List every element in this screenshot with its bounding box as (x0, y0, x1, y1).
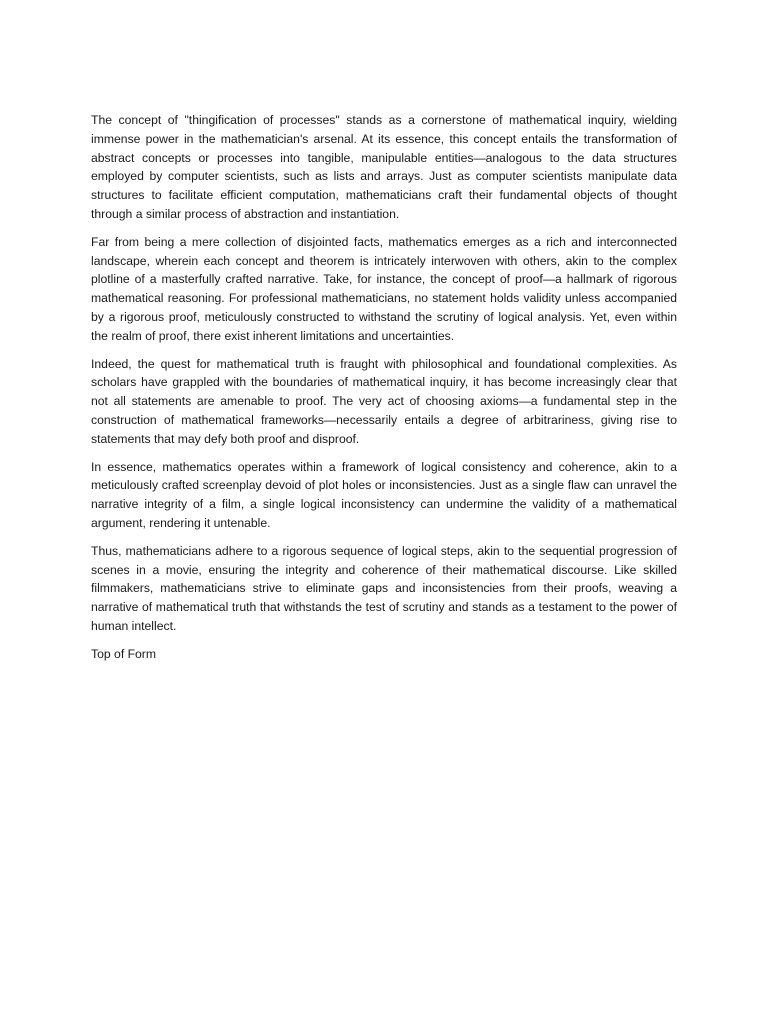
paragraph-3: Indeed, the quest for mathematical truth is fraught with philosophical and foundational complexities. As scholars have grappled with the boundaries of mathematical inquiry, it has become increasingly clear that not all statements are amenable to proof. The very act of choosing axioms—a fundamental step in the construction of mathematical frameworks—necessarily entails a degree of arbitrariness, giving rise to statements that may defy both proof and disproof. (91, 356, 677, 446)
paragraph-1: The concept of "thingification of processes" stands as a cornerstone of mathematical inquiry, wielding immense power in the mathematician's arsenal. At its essence, this concept entails the transformation of abstract concepts or processes into tangible, manipulable entities—analogous to the data structures employed by computer scientists, such as lists and arrays. Just as computer scientists manipulate data structures to facilitate efficient computation, mathematicians craft their fundamental objects of thought through a similar process of abstraction and instantiation. (91, 113, 677, 221)
top-of-form-text: Top of Form (91, 646, 157, 661)
paragraph-5: Thus, mathematicians adhere to a rigorous sequence of logical steps, akin to the sequential progression of scenes in a movie, ensuring the integrity and coherence of their mathematical discourse. Like skilled filmmakers, mathematicians strive to eliminate gaps and inconsistencies from their proofs, weaving a narrative of mathematical truth that withstands the test of scrutiny and stands as a testament to the power of human intellect. (91, 543, 677, 633)
paragraph-2: Far from being a mere collection of disjointed facts, mathematics emerges as a rich and interconnected landscape, wherein each concept and theorem is intricately interwoven with others, akin to the complex plotline of a masterfully crafted narrative. Take, for instance, the concept of proof—a hallmark of rigorous mathematical reasoning. For professional mathematicians, no statement holds validity unless accompanied by a rigorous proof, meticulously constructed to withstand the scrutiny of logical analysis. Yet, even within the realm of proof, there exist inherent limitations and uncertainties. (91, 234, 677, 343)
document-body (91, 111, 677, 673)
paragraph-4: In essence, mathematics operates within a framework of logical consistency and coherence, akin to a meticulously crafted screenplay devoid of plot holes or inconsistencies. Just as a single flaw can unravel the narrative integrity of a film, a single logical inconsistency can undermine the validity of a mathematical argument, rendering it untenable. (91, 459, 677, 530)
